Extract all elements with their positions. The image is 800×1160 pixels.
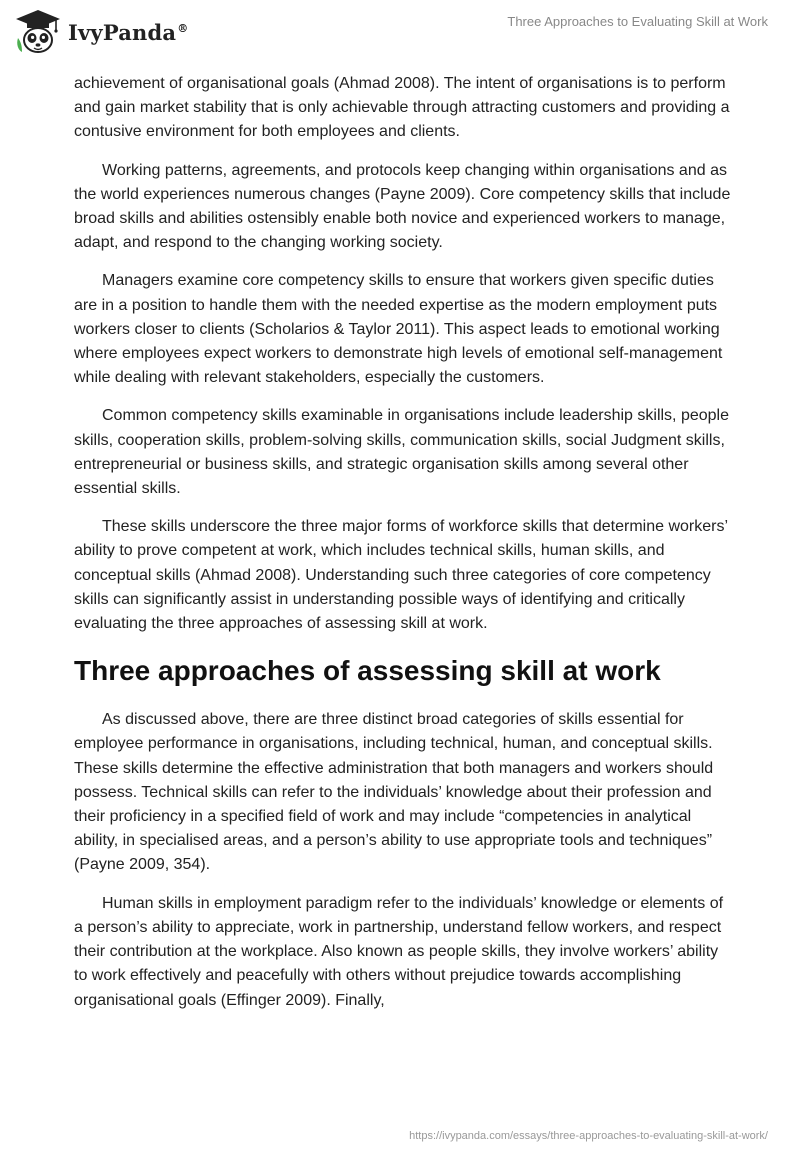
- paragraph: Managers examine core competency skills to ensure that workers given specific duties are in a position to handle them with the needed expertise as the modern employment puts workers closer to clients (Scholarios & Taylor 2011). This aspect leads to emotional working where employees expect workers to demonstrate high levels of emotional self-management while dealing with relevant stakeholders, especially the customers.: [74, 272, 723, 387]
- section-heading: Three approaches of assessing skill at work: [74, 655, 661, 687]
- ivypanda-logo[interactable]: [14, 8, 188, 56]
- paragraph: Working patterns, agreements, and protocols keep changing within organisations and as the world experiences numerous changes (Payne 2009). Core competency skills that include broad skills and abilities ostensibly enable both novice and experienced workers to manage, adapt, and respond to the changing working society.: [74, 161, 731, 252]
- paragraph: These skills underscore the three major forms of workforce skills that determine workers’ ability to prove competent at work, which includes technical skills, human skills, and conceptual skills (Ahmad 2008). Understanding such three categories of core competency skills can significantly assist in understanding possible ways of identifying and critically evaluating the three approaches of assessing skill at work.: [74, 518, 728, 633]
- document-title: Three Approaches to Evaluating Skill at Work: [507, 14, 768, 29]
- paragraph: achievement of organisational goals (Ahmad 2008). The intent of organisations is to perform and gain market stability that is only achievable through attracting customers and providing a contusive environment for both employees and clients.: [74, 75, 730, 141]
- paragraph: As discussed above, there are three distinct broad categories of skills essential for employee performance in organisations, including technical, human, and conceptual skills. These skills determine the effective administration that both managers and workers should possess. Technical skills can refer to the individuals’ knowledge about their profession and their proficiency in a specified field of work and may include “competencies in analytical ability, in specialised areas, and a person’s ability to use appropriate tools and techniques” (Payne 2009, 354).: [74, 711, 714, 874]
- paragraph: Common competency skills examinable in organisations include leadership skills, people skills, cooperation skills, problem-solving skills, communication skills, social Judgment skills, entrepreneurial or business skills, and strategic organisation skills among several other essential skills.: [74, 407, 729, 498]
- paragraph: Human skills in employment paradigm refer to the individuals’ knowledge or elements of a person’s ability to appreciate, work in partnership, understand fellow workers, and respect their contribution at the workplace. Also known as people skills, they involve workers’ ability to work effectively and peacefully with others without prejudice towards accomplishing organisational goals (Effinger 2009). Finally,: [74, 894, 724, 1009]
- panda-graduation-cap-icon: [14, 8, 62, 56]
- brand-name: IvyPanda®: [68, 19, 189, 45]
- source-url[interactable]: https://ivypanda.com/essays/three-approaches-to-evaluating-skill-at-work/: [409, 1130, 768, 1142]
- essay-content: [74, 72, 734, 1027]
- registered-mark: ®: [177, 21, 189, 35]
- page-header: [0, 0, 800, 64]
